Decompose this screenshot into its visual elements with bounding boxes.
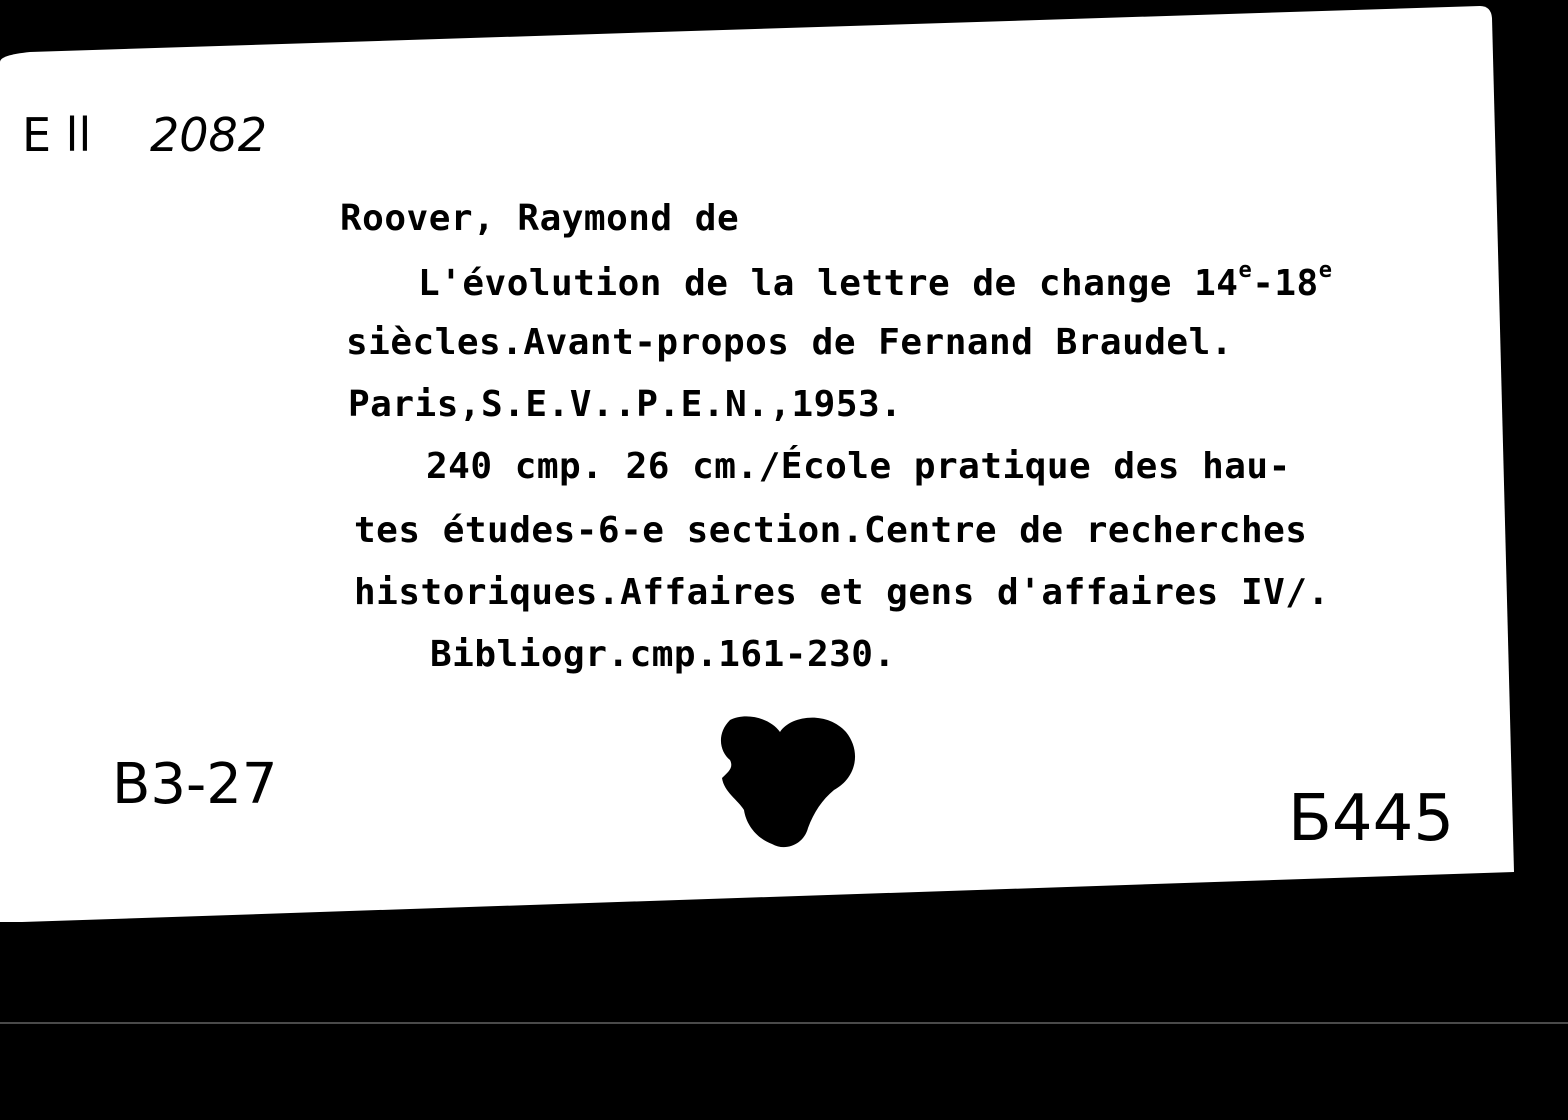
- collation-line-3: historiques.Affaires et gens d'affaires IV/.: [354, 572, 1330, 613]
- handwritten-inventory-number: Б445: [1288, 782, 1455, 856]
- title-superscript-1: e: [1238, 258, 1253, 283]
- collation-line-1: 240 cmp. 26 cm./École pratique des hau-: [426, 446, 1291, 487]
- handwritten-number-top: 2082: [150, 108, 268, 162]
- title-line-1: [418, 258, 1332, 304]
- scan-edge-line: [0, 1022, 1568, 1024]
- imprint-line: Paris,S.E.V..P.E.N.,1953.: [348, 384, 903, 425]
- ink-blot-stamp: [716, 712, 862, 852]
- title-line-2: siècles.Avant-propos de Fernand Braudel.: [346, 322, 1233, 363]
- title-text-mid: -18: [1252, 263, 1319, 304]
- handwritten-call-number: B3-27: [112, 752, 278, 817]
- handwritten-shelf-mark: E ll: [22, 108, 92, 162]
- title-superscript-2: e: [1318, 258, 1333, 283]
- bibliography-line: Bibliogr.cmp.161-230.: [430, 634, 896, 675]
- collation-line-2: tes études-6-e section.Centre de recherches: [354, 510, 1308, 551]
- title-text: L'évolution de la lettre de change 14: [418, 263, 1239, 304]
- author-line: Roover, Raymond de: [340, 198, 740, 239]
